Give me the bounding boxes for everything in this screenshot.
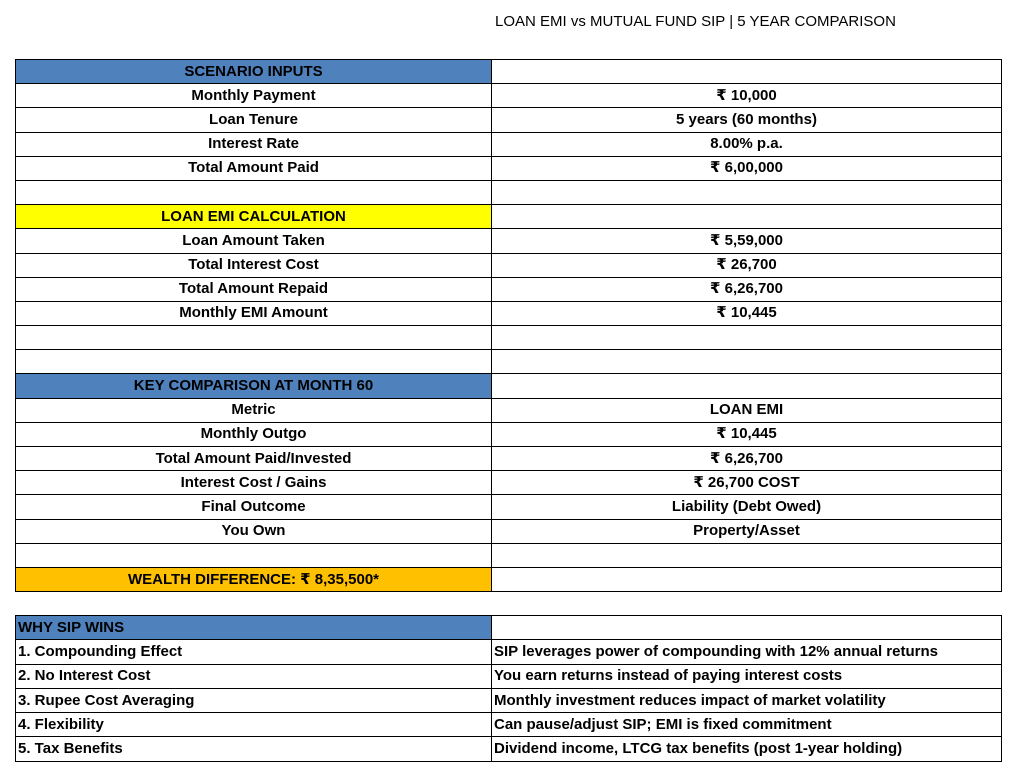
spacer-row	[16, 326, 1002, 350]
row-label[interactable]: Interest Rate	[16, 132, 492, 156]
row-label[interactable]: You Own	[16, 519, 492, 543]
row-value[interactable]: 5 years (60 months)	[492, 108, 1002, 132]
reason-description[interactable]: Can pause/adjust SIP; EMI is fixed commitment	[492, 713, 1002, 737]
empty-cell[interactable]	[492, 543, 1002, 567]
empty-cell[interactable]	[16, 180, 492, 204]
row-value[interactable]: ₹ 26,700	[492, 253, 1002, 277]
scenario-header-row	[16, 60, 1002, 84]
wealth-difference-cell[interactable]: WEALTH DIFFERENCE: ₹ 8,35,500*	[16, 567, 492, 591]
row-value[interactable]: ₹ 10,000	[492, 84, 1002, 108]
spacer-row	[16, 543, 1002, 567]
table-row	[16, 447, 1002, 471]
row-value[interactable]: ₹ 10,445	[492, 301, 1002, 325]
row-label[interactable]: Monthly EMI Amount	[16, 301, 492, 325]
reason-label[interactable]: 3. Rupee Cost Averaging	[16, 688, 492, 712]
empty-cell[interactable]	[16, 543, 492, 567]
row-label[interactable]: Total Amount Repaid	[16, 277, 492, 301]
empty-cell[interactable]	[492, 374, 1002, 398]
table-row	[16, 664, 1002, 688]
table-row	[16, 422, 1002, 446]
row-value[interactable]: LOAN EMI	[492, 398, 1002, 422]
loan-header-row	[16, 205, 1002, 229]
row-value[interactable]: 8.00% p.a.	[492, 132, 1002, 156]
table-row	[16, 301, 1002, 325]
why-sip-header: WHY SIP WINS	[16, 616, 492, 640]
table-row	[16, 398, 1002, 422]
table-row	[16, 277, 1002, 301]
comparison-header-row	[16, 374, 1002, 398]
empty-cell[interactable]	[492, 567, 1002, 591]
row-label[interactable]: Total Interest Cost	[16, 253, 492, 277]
row-value[interactable]: ₹ 26,700 COST	[492, 471, 1002, 495]
table-row	[16, 519, 1002, 543]
empty-cell[interactable]	[492, 350, 1002, 374]
page-title: LOAN EMI vs MUTUAL FUND SIP | 5 YEAR COMPARISON	[495, 13, 896, 30]
reason-description[interactable]: SIP leverages power of compounding with 12% annual returns	[492, 640, 1002, 664]
row-value[interactable]: ₹ 5,59,000	[492, 229, 1002, 253]
row-label[interactable]: Total Amount Paid	[16, 156, 492, 180]
table-row	[16, 156, 1002, 180]
row-label[interactable]: Loan Amount Taken	[16, 229, 492, 253]
table-row	[16, 471, 1002, 495]
scenario-header: SCENARIO INPUTS	[16, 60, 492, 84]
table-row	[16, 640, 1002, 664]
table-row	[16, 688, 1002, 712]
row-value[interactable]: ₹ 10,445	[492, 422, 1002, 446]
row-value[interactable]: ₹ 6,00,000	[492, 156, 1002, 180]
row-value[interactable]: ₹ 6,26,700	[492, 277, 1002, 301]
table-row	[16, 713, 1002, 737]
row-label[interactable]: Monthly Payment	[16, 84, 492, 108]
empty-cell[interactable]	[492, 205, 1002, 229]
row-label[interactable]: Metric	[16, 398, 492, 422]
table-row	[16, 253, 1002, 277]
row-label[interactable]: Total Amount Paid/Invested	[16, 447, 492, 471]
row-label[interactable]: Final Outcome	[16, 495, 492, 519]
spacer-row	[16, 180, 1002, 204]
reason-description[interactable]: You earn returns instead of paying interest costs	[492, 664, 1002, 688]
empty-cell[interactable]	[492, 180, 1002, 204]
row-label[interactable]: Loan Tenure	[16, 108, 492, 132]
reason-description[interactable]: Dividend income, LTCG tax benefits (post 1-year holding)	[492, 737, 1002, 761]
empty-cell[interactable]	[492, 326, 1002, 350]
reason-description[interactable]: Monthly investment reduces impact of market volatility	[492, 688, 1002, 712]
table-row	[16, 84, 1002, 108]
reason-label[interactable]: 1. Compounding Effect	[16, 640, 492, 664]
empty-cell[interactable]	[16, 326, 492, 350]
reason-label[interactable]: 4. Flexibility	[16, 713, 492, 737]
reason-label[interactable]: 2. No Interest Cost	[16, 664, 492, 688]
table-row	[16, 495, 1002, 519]
comparison-sheet	[15, 59, 1002, 592]
row-label[interactable]: Monthly Outgo	[16, 422, 492, 446]
empty-cell[interactable]	[492, 616, 1002, 640]
why-sip-wins-table	[15, 615, 1002, 762]
row-value[interactable]: Property/Asset	[492, 519, 1002, 543]
why-sip-header-row	[16, 616, 1002, 640]
loan-header: LOAN EMI CALCULATION	[16, 205, 492, 229]
spacer-row	[16, 350, 1002, 374]
empty-cell[interactable]	[16, 350, 492, 374]
table-row	[16, 108, 1002, 132]
row-value[interactable]: Liability (Debt Owed)	[492, 495, 1002, 519]
table-row	[16, 737, 1002, 761]
empty-cell[interactable]	[492, 60, 1002, 84]
row-value[interactable]: ₹ 6,26,700	[492, 447, 1002, 471]
table-row	[16, 229, 1002, 253]
comparison-header: KEY COMPARISON AT MONTH 60	[16, 374, 492, 398]
row-label[interactable]: Interest Cost / Gains	[16, 471, 492, 495]
wealth-difference-row	[16, 567, 1002, 591]
table-row	[16, 132, 1002, 156]
reason-label[interactable]: 5. Tax Benefits	[16, 737, 492, 761]
